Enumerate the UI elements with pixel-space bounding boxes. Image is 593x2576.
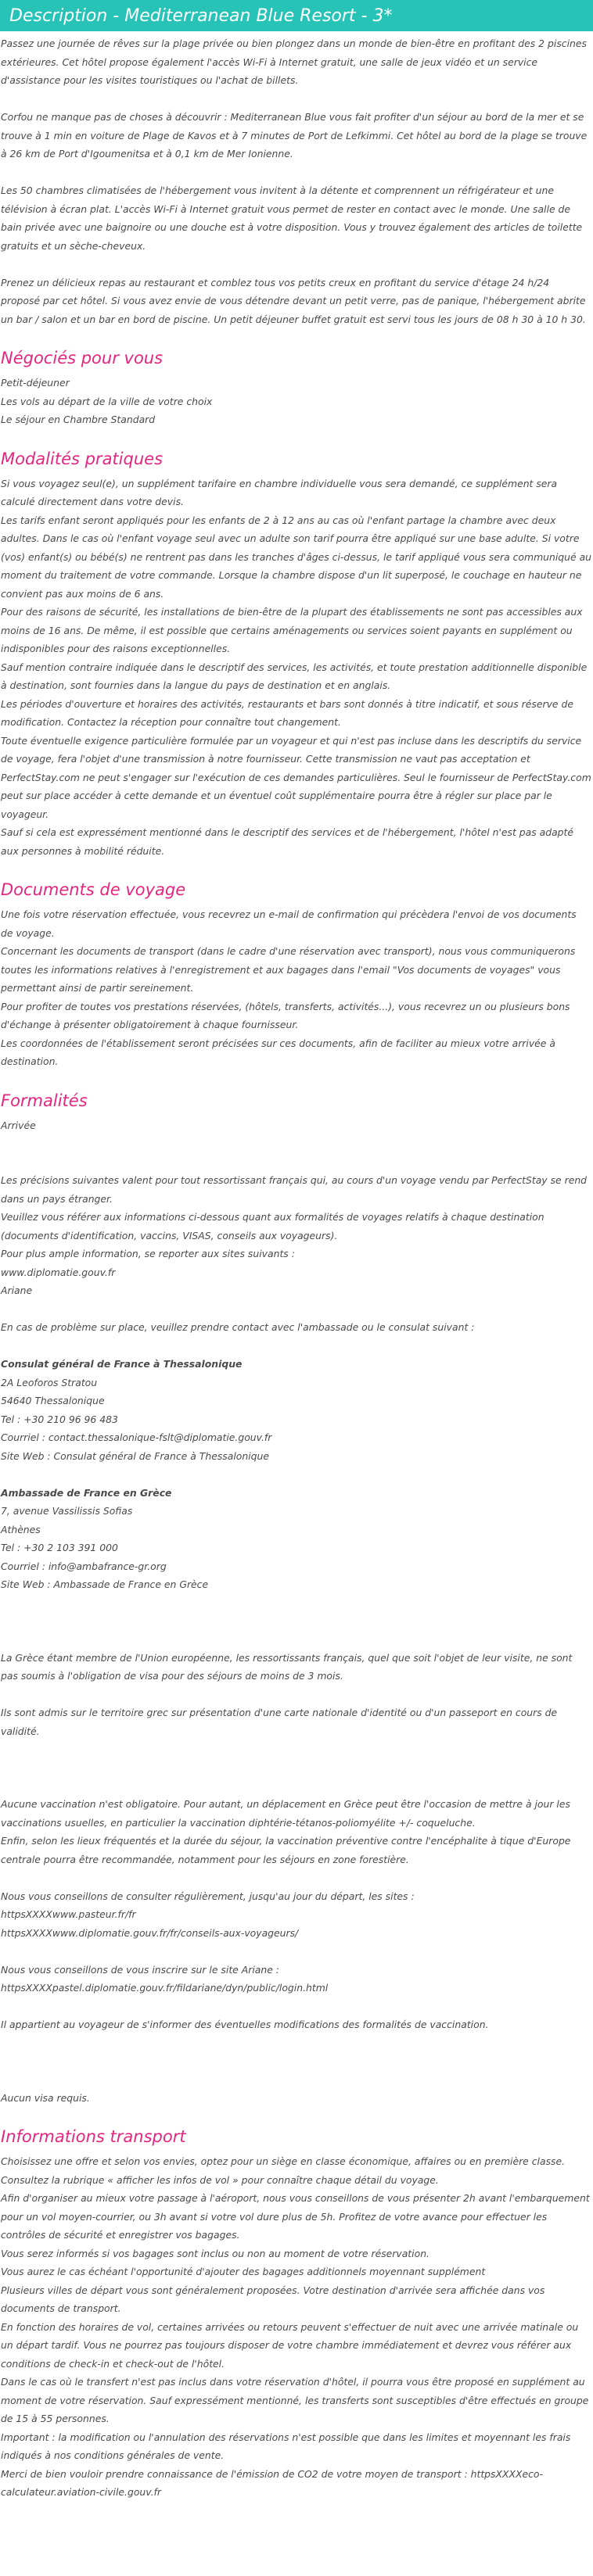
- formalites-subtitle: Arrivée: [1, 1119, 36, 1131]
- formalites-paragraph: Aucun visa requis.: [1, 2091, 90, 2104]
- formalites-paragraph: Nous vous conseillons de vous inscrire sur le site Ariane :: [1, 1963, 279, 1976]
- section-title-formalites: Formalités: [1, 1091, 88, 1110]
- transport-line: Merci de bien vouloir prendre connaissance de l'émission de CO2 de votre moyen de transport : httpsXXXXeco-calculateur.aviation-civile.gouv.fr: [1, 2467, 543, 2498]
- formalites-paragraph: La Grèce étant membre de l'Union européenne, les ressortissants français, quel que soit l'objet de leur visite, ne sont pas soumis à l'obligation de visa pour des séjours de moins de 3 mois.: [1, 1651, 573, 1682]
- modalites-paragraph: Toute éventuelle exigence particulière formulée par un voyageur et qui n'est pas incluse dans les descriptifs du service de voyage, fera l'objet d'une transmission à notre fournisseur. Cette transmission ne vaut pas acceptation et PerfectStay.com ne peut s'engager sur l'exécution de ces demandes particulières. Seul le fournisseur de PerfectStay.com peut sur place accéder à cette demande et un éventuel coût supplémentaire pourra être à régler sur place par le voyageur.: [1, 734, 591, 820]
- list-item: Les vols au départ de la ville de votre choix: [1, 395, 213, 407]
- modalites-paragraph: Sauf si cela est expressément mentionné dans le descriptif des services et de l'hébergement, l'hôtel n'est pas adapté aux personnes à mobilité réduite.: [1, 826, 574, 857]
- consulat-line: Courriel : contact.thessalonique-fslt@diplomatie.gouv.fr: [1, 1431, 272, 1443]
- formalites-paragraph: www.diplomatie.gouv.fr: [1, 1266, 116, 1278]
- ambassade-title: Ambassade de France en Grèce: [1, 1486, 172, 1499]
- modalites-paragraph: Pour des raisons de sécurité, les installations de bien-être de la plupart des établissements ne sont pas accessibles aux moins de 16 ans. De même, il est possible que certains aménagements ou services soient payants en supplément ou indisponibles pour des raisons exceptionnelles.: [1, 606, 583, 654]
- formalites-paragraph: Enfin, selon les lieux fréquentés et la durée du séjour, la vaccination préventive contre l'encéphalite à tique d'Europe centrale pourra être recommandée, notamment pour les séjours en zone forestière.: [1, 1835, 571, 1865]
- formalites-paragraph: Ariane: [1, 1284, 33, 1296]
- list-item: Petit-déjeuner: [1, 377, 70, 389]
- consulat-line: 54640 Thessalonique: [1, 1395, 105, 1406]
- consulat-line: Tel : +30 210 96 96 483: [1, 1413, 118, 1425]
- content: [0, 34, 593, 2502]
- transport-line: Plusieurs villes de départ vous sont généralement proposées. Votre destination d'arrivée sera affichée dans vos documents de transport.: [1, 2284, 545, 2314]
- ambassade-line: Site Web : Ambassade de France en Grèce: [1, 1578, 209, 1590]
- formalites-paragraph: Nous vous conseillons de consulter régulièrement, jusqu'au jour du départ, les sites :: [1, 1890, 415, 1902]
- formalites-link: httpsXXXXwww.pasteur.fr/fr: [1, 1908, 136, 1920]
- formalites-link: httpsXXXXpastel.diplomatie.gouv.fr/fildariane/dyn/public/login.html: [1, 1982, 329, 1994]
- modalites-paragraph: Les tarifs enfant seront appliqués pour les enfants de 2 à 12 ans au cas où l'enfant partage la chambre avec deux adultes. Dans le cas où l'enfant voyage seul avec un adulte son tarif pourra être appliqué sur une base adulte. Si votre (vos) enfant(s) ou bébé(s) ne rentrent pas dans les tranches d'âges ci-dessus, le tarif appliqué vous sera communiqué au moment du traitement de votre commande. Lorsque la chambre dispose d'un lit superposé, le couchage en hauteur ne convient pas aux moins de 6 ans.: [1, 514, 592, 600]
- section-title-negocies: Négociés pour vous: [1, 349, 164, 367]
- transport-line: Vous aurez le cas échéant l'opportunité d'ajouter des bagages additionnels moyennant supplément: [1, 2266, 486, 2277]
- formalites-paragraph: Il appartient au voyageur de s'informer des éventuelles modifications des formalités de vaccination.: [1, 2019, 489, 2030]
- modalites-paragraph: Sauf mention contraire indiquée dans le descriptif des services, les activités, et toute prestation additionnelle disponible à destination, sont fournies dans la langue du pays de destination et en anglais.: [1, 661, 588, 691]
- section-title-documents: Documents de voyage: [1, 880, 186, 899]
- modalites-paragraph: Si vous voyagez seul(e), un supplément tarifaire en chambre individuelle vous sera demandé, ce supplément sera calculé directement dans votre devis.: [1, 477, 558, 507]
- transport-line: Choisissez une offre et selon vos envies, optez pour un siège en classe économique, affaires ou en première classe.: [1, 2155, 566, 2167]
- ambassade-line: 7, avenue Vassilissis Sofias: [1, 1505, 133, 1517]
- transport-line: Vous serez informés si vos bagages sont inclus ou non au moment de votre réservation.: [1, 2247, 429, 2259]
- formalites-link: httpsXXXXwww.diplomatie.gouv.fr/fr/conseils-aux-voyageurs/: [1, 1926, 299, 1939]
- section-title-transport: Informations transport: [1, 2127, 186, 2146]
- description-paragraph: Passez une journée de rêves sur la plage privée ou bien plongez dans un monde de bien-être en profitant des 2 piscines extérieures. Cet hôtel propose également l'accès Wi-Fi à Internet gratuit, une salle de jeux vidéo et un service d'assistance pour les visites touristiques ou l'achat de billets.: [1, 38, 587, 86]
- documents-paragraph: Les coordonnées de l'établissement seront précisées sur ces documents, afin de faciliter au mieux votre arrivée à destination.: [1, 1037, 555, 1067]
- consulat-line: Site Web : Consulat général de France à Thessalonique: [1, 1449, 269, 1462]
- modalites-paragraph: Les périodes d'ouverture et horaires des activités, restaurants et bars sont donnés à titre indicatif, et sous réserve de modification. Contactez la réception pour connaître tout changement.: [1, 697, 573, 728]
- formalites-paragraph: Aucune vaccination n'est obligatoire. Pour autant, un déplacement en Grèce peut être l'occasion de mettre à jour les vaccinations usuelles, en particulier la vaccination diphtérie-tétanos-poliomyélite +/- coqueluche.: [1, 1798, 570, 1829]
- transport-line: Consultez la rubrique « afficher les infos de vol » pour connaître chaque détail du voyage.: [1, 2173, 439, 2186]
- formalites-paragraph: En cas de problème sur place, veuillez prendre contact avec l'ambassade ou le consulat suivant :: [1, 1321, 475, 1333]
- consulat-title: Consulat général de France à Thessalonique: [1, 1358, 243, 1370]
- documents-paragraph: Une fois votre réservation effectuée, vous recevrez un e-mail de confirmation qui précèdera l'envoi de vos documents de voyage.: [1, 908, 577, 939]
- list-item: Le séjour en Chambre Standard: [1, 414, 156, 425]
- transport-line: En fonction des horaires de vol, certaines arrivées ou retours peuvent s'effectuer de nuit avec une arrivée matinale ou un départ tardif. Vous ne pourrez pas toujours disposer de votre chambre immédiatement et devrez vous référer aux conditions de check-in et check-out de l'hôtel.: [1, 2320, 579, 2370]
- documents-paragraph: Pour profiter de toutes vos prestations réservées, (hôtels, transferts, activités...), vous recevrez un ou plusieurs bons d'échange à présenter obligatoirement à chaque fournisseur.: [1, 1000, 570, 1030]
- formalites-paragraph: Les précisions suivantes valent pour tout ressortissant français qui, au cours d'un voyage vendu par PerfectStay se rend dans un pays étranger.: [1, 1174, 588, 1205]
- ambassade-line: Tel : +30 2 103 391 000: [1, 1542, 118, 1553]
- transport-line: Afin d'organiser au mieux votre passage à l'aéroport, nous vous conseillons de vous présenter 2h avant l'embarquement pour un vol moyen-courrier, ou 3h avant si votre vol dure plus de 5h. Profitez de votre avance pour effectuer les contrôles de sécurité et enregistrer vos bagages.: [1, 2192, 590, 2241]
- description-paragraph: Corfou ne manque pas de choses à découvrir : Mediterranean Blue vous fait profiter d'un séjour au bord de la mer et se trouve à 1 min en voiture de Plage de Kavos et à 7 minutes de Port de Lefkimmi. Cet hôtel au bord de la plage se trouve à 26 km de Port d'Igoumenitsa et à 0,1 km de Mer Ionienne.: [1, 111, 588, 159]
- documents-paragraph: Concernant les documents de transport (dans le cadre d'une réservation avec transport), nous vous communiquerons toutes les informations relatives à l'enregistrement et aux bagages dans l'email "Vos documents de voyages" vous permettant ainsi de partir sereinement.: [1, 945, 576, 994]
- transport-line: Dans le cas où le transfert n'est pas inclus dans votre réservation d'hôtel, il pourra vous être proposé en supplément au moment de votre réservation. Sauf expressément mentionné, les transferts sont susceptibles d'être effectués en groupe de 15 à 55 personnes.: [1, 2376, 589, 2424]
- transport-line: Important : la modification ou l'annulation des réservations n'est possible que dans les limites et moyennant les frais indiqués à nos conditions générales de vente.: [1, 2431, 571, 2461]
- description-paragraph: Prenez un délicieux repas au restaurant et comblez tous vos petits creux en profitant du service d'étage 24 h/24 proposé par cet hôtel. Si vous avez envie de vous détendre devant un petit verre, pas de panique, l'hébergement abrite un bar / salon et un bar en bord de piscine. Un petit déjeuner buffet gratuit est servi tous les jours de 08 h 30 à 10 h 30.: [1, 276, 586, 325]
- formalites-paragraph: Pour plus ample information, se reporter aux sites suivants :: [1, 1248, 295, 1259]
- ambassade-line: Athènes: [1, 1523, 41, 1535]
- consulat-line: 2A Leoforos Stratou: [1, 1376, 98, 1388]
- description-paragraph: Les 50 chambres climatisées de l'hébergement vous invitent à la détente et comprennent un réfrigérateur et une télévision à écran plat. L'accès Wi-Fi à Internet gratuit vous permet de rester en contact avec le monde. Une salle de bain privée avec une baignoire ou une douche est à votre disposition. Vous y trouvez également des articles de toilette gratuits et un sèche-cheveux.: [1, 185, 583, 252]
- ambassade-line: Courriel : info@ambafrance-gr.org: [1, 1560, 167, 1572]
- page-title: Description - Mediterranean Blue Resort - 3*: [0, 0, 593, 31]
- section-title-modalites: Modalités pratiques: [1, 449, 164, 468]
- formalites-paragraph: Veuillez vous référer aux informations ci-dessous quant aux formalités de voyages relatifs à chaque destination (documents d'identification, vaccins, VISAS, conseils aux voyageurs).: [1, 1211, 544, 1241]
- formalites-paragraph: Ils sont admis sur le territoire grec sur présentation d'une carte nationale d'identité ou d'un passeport en cours de validité.: [1, 1707, 558, 1737]
